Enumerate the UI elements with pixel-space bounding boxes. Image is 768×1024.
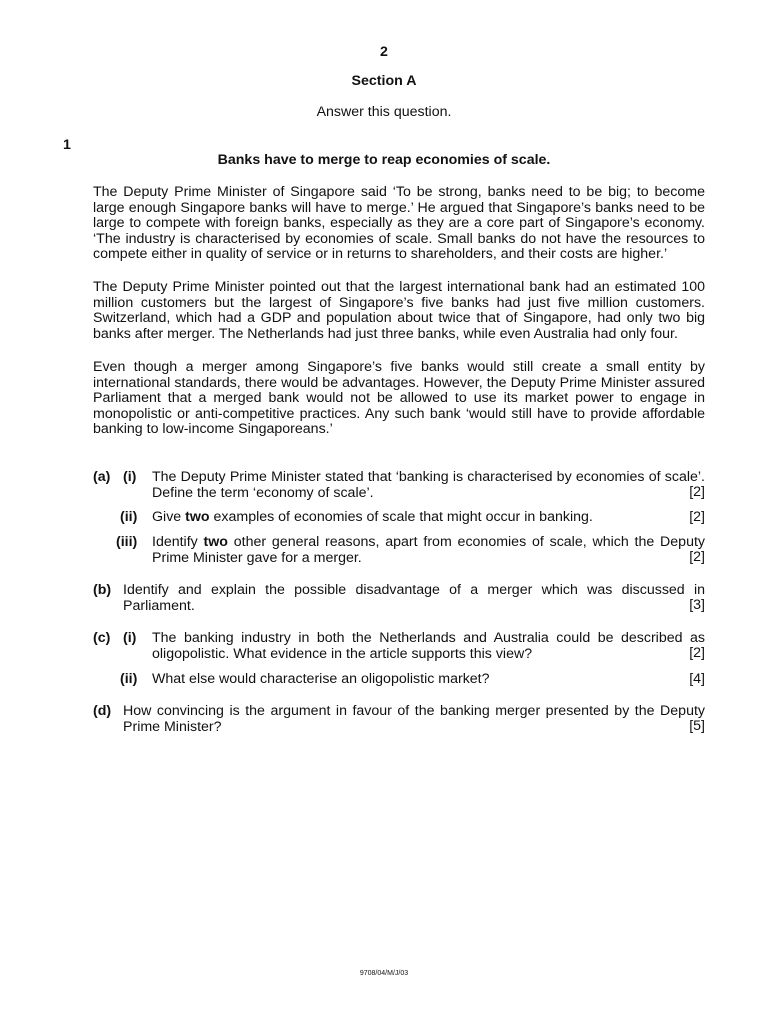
marks: [2] (689, 549, 705, 565)
text-before: Identify (152, 534, 204, 550)
sub-label-ii: (ii) (120, 509, 138, 525)
question-text: What else would characterise an oligopolistic market? (152, 671, 490, 687)
text-after: examples of economies of scale that might occur in banking. (209, 509, 593, 525)
sub-label-ii: (ii) (120, 671, 138, 687)
instruction: Answer this question. (316, 104, 452, 120)
question-a-i (93, 470, 705, 502)
sub-label-i: (i) (123, 630, 137, 646)
part-label-c: (c) (93, 630, 111, 646)
marks: [2] (689, 509, 705, 525)
section-title: Section A (351, 73, 417, 89)
question-text: Identify and explain the possible disadvantage of a merger which was discussed in Parliament. (123, 582, 705, 614)
question-a-ii (93, 510, 705, 526)
text-before: Give (152, 509, 186, 525)
question-d (93, 704, 705, 736)
article-paragraph-2: The Deputy Prime Minister pointed out that the largest international bank had an estimated 100 million customers but the largest of Singapore’s five banks had just five million customers. Switzerland, which had a GDP and population about twice that of Singapore, had only two big banks after merger. The Netherlands had just three banks, while even Australia had only four. (93, 279, 705, 342)
question-b (93, 583, 705, 615)
question-text (152, 510, 652, 526)
sub-label-i: (i) (123, 469, 137, 485)
article-title: Banks have to merge to reap economies of scale. (217, 152, 551, 168)
article-paragraph-3: Even though a merger among Singapore’s five banks would still create a small entity by international standards, there would be advantages. However, the Deputy Prime Minister assured Parliament that a merged bank would not be allowed to use its market power to engage in monopolistic or anti-competitive practices. Any such bank ‘would still have to provide affordable banking to low-income Singaporeans.’ (93, 359, 705, 437)
question-c-ii (93, 672, 705, 688)
question-text: The banking industry in both the Netherlands and Australia could be described as oligopolistic. What evidence in the article supports this view? (152, 630, 705, 662)
part-label-a: (a) (93, 469, 111, 485)
text-after: other general reasons, apart from economies of scale, which the Deputy Prime Minister gave for a merger. (152, 534, 705, 566)
emphasis: two (185, 509, 210, 525)
page-number: 2 (380, 44, 388, 60)
question-text (152, 535, 705, 566)
marks: [2] (689, 484, 705, 500)
question-text: The Deputy Prime Minister stated that ‘banking is characterised by economies of scale’. Define the term ‘economy of scale’. (152, 469, 705, 501)
sub-label-iii: (iii) (116, 534, 138, 550)
part-label-d: (d) (93, 703, 112, 719)
emphasis: two (203, 534, 228, 550)
marks: [4] (689, 671, 705, 687)
marks: [2] (689, 645, 705, 661)
question-a-iii (93, 535, 705, 567)
footer-code: 9708/04/M/J/03 (359, 970, 409, 977)
question-c-i (93, 631, 705, 663)
article-paragraph-1: The Deputy Prime Minister of Singapore said ‘To be strong, banks need to be big; to become large enough Singapore banks will have to merge.’ He argued that Singapore’s banks need to be large to compete with foreign banks, especially as they are a core part of Singapore’s economy. ‘The industry is characterised by economies of scale. Small banks do not have the resources to compete either in quality of service or in returns to shareholders, and their costs are higher.’ (93, 184, 705, 262)
question-number: 1 (63, 137, 71, 153)
marks: [3] (689, 597, 705, 613)
part-label-b: (b) (93, 582, 112, 598)
question-text: How convincing is the argument in favour of the banking merger presented by the Deputy Prime Minister? (123, 703, 705, 735)
marks: [5] (689, 718, 705, 734)
